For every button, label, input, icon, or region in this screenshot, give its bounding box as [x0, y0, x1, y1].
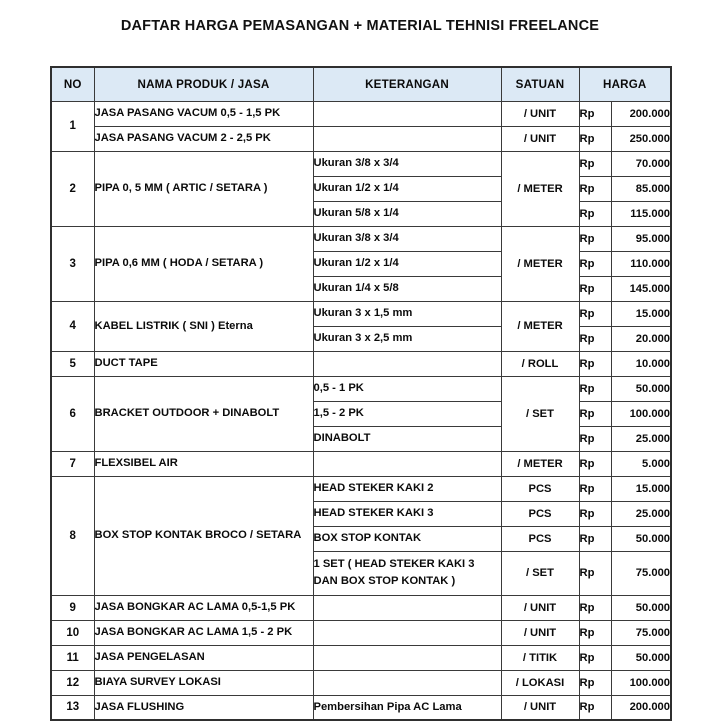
row-number: 4: [51, 301, 94, 351]
currency-symbol: Rp: [579, 476, 611, 501]
product-name: JASA FLUSHING: [94, 695, 313, 720]
description: 1,5 - 2 PK: [313, 401, 501, 426]
currency-symbol: Rp: [579, 176, 611, 201]
description: [313, 101, 501, 126]
currency-symbol: Rp: [579, 326, 611, 351]
product-name: FLEXSIBEL AIR: [94, 451, 313, 476]
product-name: PIPA 0, 5 MM ( ARTIC / SETARA ): [94, 151, 313, 226]
description: BOX STOP KONTAK: [313, 526, 501, 551]
table-row: [51, 595, 671, 620]
unit: / UNIT: [501, 595, 579, 620]
product-name: PIPA 0,6 MM ( HODA / SETARA ): [94, 226, 313, 301]
unit: / UNIT: [501, 126, 579, 151]
price: 70.000: [611, 151, 671, 176]
unit: / UNIT: [501, 101, 579, 126]
currency-symbol: Rp: [579, 151, 611, 176]
table-row: [51, 126, 671, 151]
table-row: [51, 376, 671, 401]
unit: / UNIT: [501, 620, 579, 645]
product-name: BRACKET OUTDOOR + DINABOLT: [94, 376, 313, 451]
price: 100.000: [611, 670, 671, 695]
currency-symbol: Rp: [579, 226, 611, 251]
unit: / SET: [501, 551, 579, 595]
product-name: KABEL LISTRIK ( SNI ) Eterna: [94, 301, 313, 351]
unit: / UNIT: [501, 695, 579, 720]
description: [313, 351, 501, 376]
price: 200.000: [611, 101, 671, 126]
price: 50.000: [611, 645, 671, 670]
currency-symbol: Rp: [579, 401, 611, 426]
table-row: [51, 476, 671, 501]
table-header: [51, 67, 671, 101]
row-number: 3: [51, 226, 94, 301]
product-name: JASA PENGELASAN: [94, 645, 313, 670]
description: [313, 551, 501, 595]
table-row: [51, 695, 671, 720]
description: HEAD STEKER KAKI 2: [313, 476, 501, 501]
table-row: [51, 620, 671, 645]
price: 10.000: [611, 351, 671, 376]
currency-symbol: Rp: [579, 695, 611, 720]
description: [313, 126, 501, 151]
currency-symbol: Rp: [579, 595, 611, 620]
description: Ukuran 3 x 1,5 mm: [313, 301, 501, 326]
description: Ukuran 1/2 x 1/4: [313, 176, 501, 201]
currency-symbol: Rp: [579, 251, 611, 276]
currency-symbol: Rp: [579, 301, 611, 326]
price: 15.000: [611, 476, 671, 501]
unit: / METER: [501, 301, 579, 351]
row-number: 10: [51, 620, 94, 645]
price: 100.000: [611, 401, 671, 426]
row-number: 6: [51, 376, 94, 451]
currency-symbol: Rp: [579, 451, 611, 476]
unit: / SET: [501, 376, 579, 451]
currency-symbol: Rp: [579, 551, 611, 595]
product-name: JASA PASANG VACUM 0,5 - 1,5 PK: [94, 101, 313, 126]
header-satuan: SATUAN: [501, 67, 579, 101]
row-number: 5: [51, 351, 94, 376]
currency-symbol: Rp: [579, 526, 611, 551]
description: [313, 620, 501, 645]
price: 145.000: [611, 276, 671, 301]
table-row: [51, 301, 671, 326]
product-name: JASA BONGKAR AC LAMA 1,5 - 2 PK: [94, 620, 313, 645]
description-line-1: 1 SET ( HEAD STEKER KAKI 3: [313, 558, 475, 571]
row-number: 2: [51, 151, 94, 226]
description: HEAD STEKER KAKI 3: [313, 501, 501, 526]
currency-symbol: Rp: [579, 101, 611, 126]
table-row: [51, 451, 671, 476]
product-name: JASA PASANG VACUM 2 - 2,5 PK: [94, 126, 313, 151]
price: 85.000: [611, 176, 671, 201]
currency-symbol: Rp: [579, 426, 611, 451]
price: 50.000: [611, 376, 671, 401]
description: Ukuran 3/8 x 3/4: [313, 151, 501, 176]
page-title: DAFTAR HARGA PEMASANGAN + MATERIAL TEHNISI FREELANCE: [120, 18, 600, 34]
row-number: 11: [51, 645, 94, 670]
currency-symbol: Rp: [579, 645, 611, 670]
description: [313, 645, 501, 670]
currency-symbol: Rp: [579, 126, 611, 151]
header-nama-produk: NAMA PRODUK / JASA: [94, 67, 313, 101]
header-harga: HARGA: [579, 67, 671, 101]
description: 0,5 - 1 PK: [313, 376, 501, 401]
description: [313, 670, 501, 695]
product-name: BIAYA SURVEY LOKASI: [94, 670, 313, 695]
price: 25.000: [611, 426, 671, 451]
unit: / METER: [501, 226, 579, 301]
description: Pembersihan Pipa AC Lama: [313, 695, 501, 720]
row-number: 12: [51, 670, 94, 695]
price: 5.000: [611, 451, 671, 476]
header-row: [51, 67, 671, 101]
price: 25.000: [611, 501, 671, 526]
product-name: DUCT TAPE: [94, 351, 313, 376]
price: 75.000: [611, 620, 671, 645]
currency-symbol: Rp: [579, 351, 611, 376]
unit: / ROLL: [501, 351, 579, 376]
header-no: NO: [51, 67, 94, 101]
unit: / METER: [501, 451, 579, 476]
description: Ukuran 1/2 x 1/4: [313, 251, 501, 276]
price: 250.000: [611, 126, 671, 151]
unit: / METER: [501, 151, 579, 226]
description: Ukuran 3 x 2,5 mm: [313, 326, 501, 351]
row-number: 8: [51, 476, 94, 595]
price: 50.000: [611, 526, 671, 551]
price: 110.000: [611, 251, 671, 276]
price: 20.000: [611, 326, 671, 351]
table-row: [51, 351, 671, 376]
table-row: [51, 151, 671, 176]
unit: PCS: [501, 476, 579, 501]
currency-symbol: Rp: [579, 501, 611, 526]
price: 115.000: [611, 201, 671, 226]
table-row: [51, 101, 671, 126]
price: 200.000: [611, 695, 671, 720]
row-number: 9: [51, 595, 94, 620]
unit: / LOKASI: [501, 670, 579, 695]
price: 95.000: [611, 226, 671, 251]
currency-symbol: Rp: [579, 201, 611, 226]
header-keterangan: KETERANGAN: [313, 67, 501, 101]
product-name: BOX STOP KONTAK BROCO / SETARA: [94, 476, 313, 595]
table-row: [51, 226, 671, 251]
currency-symbol: Rp: [579, 276, 611, 301]
unit: / TITIK: [501, 645, 579, 670]
row-number: 1: [51, 101, 94, 151]
currency-symbol: Rp: [579, 376, 611, 401]
price-table-container: [50, 66, 670, 721]
description: [313, 451, 501, 476]
unit: PCS: [501, 501, 579, 526]
row-number: 7: [51, 451, 94, 476]
description-line-2: DAN BOX STOP KONTAK ): [313, 575, 456, 587]
currency-symbol: Rp: [579, 620, 611, 645]
product-name: JASA BONGKAR AC LAMA 0,5-1,5 PK: [94, 595, 313, 620]
description: Ukuran 1/4 x 5/8: [313, 276, 501, 301]
unit: PCS: [501, 526, 579, 551]
price: 15.000: [611, 301, 671, 326]
currency-symbol: Rp: [579, 670, 611, 695]
table-row: [51, 670, 671, 695]
table-row: [51, 645, 671, 670]
row-number: 13: [51, 695, 94, 720]
price-table: [50, 66, 672, 721]
description: DINABOLT: [313, 426, 501, 451]
price: 50.000: [611, 595, 671, 620]
description: [313, 595, 501, 620]
table-body: [51, 101, 671, 720]
description: Ukuran 5/8 x 1/4: [313, 201, 501, 226]
price: 75.000: [611, 551, 671, 595]
description: Ukuran 3/8 x 3/4: [313, 226, 501, 251]
